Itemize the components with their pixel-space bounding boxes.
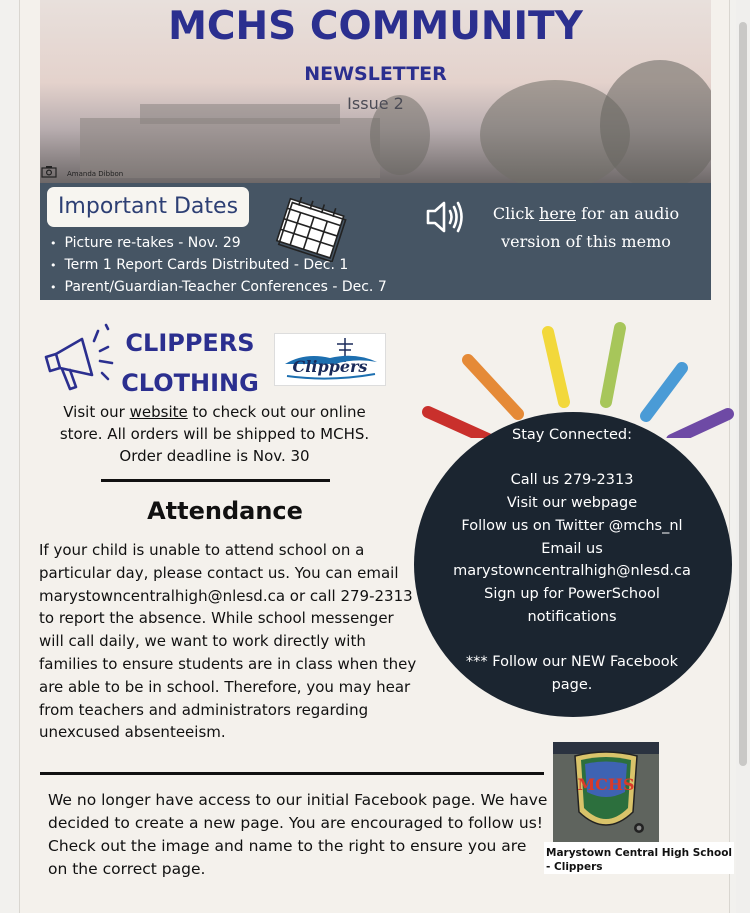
svg-text:Clippers: Clippers [292,357,368,376]
store-website-link[interactable]: website [129,403,188,421]
calendar-icon [270,196,348,266]
list-item: • Parent/Guardian-Teacher Conferences - Dec. 7 [50,276,387,298]
clippers-clothing-title: CLIPPERS CLOTHING [121,329,259,397]
scrollbar-thumb[interactable] [739,22,747,766]
newsletter-subtitle: NEWSLETTER [304,63,447,85]
camera-icon [41,165,57,181]
attendance-heading: Attendance [147,497,303,525]
newsletter-page [19,0,733,913]
stay-connected-text: Stay Connected: Call us 279-2313 Visit our webpage Follow us on Twitter @mchs_nl Email us marystowncentralhigh@nlesd.ca Sign up for PowerSchool notifications *** Follow our NEW Facebook page. [453,427,691,693]
photo-credit: Amanda Dibbon [67,170,124,178]
divider [101,479,330,482]
newsletter-title: MCHS COMMUNITY [168,4,583,49]
clippers-description: Visit our website to check out our online store. All orders will be shipped to MCHS. Order deadline is Nov. 30 [59,403,370,465]
audio-link[interactable]: here [539,204,576,223]
order-deadline: Order deadline is Nov. 30 [119,447,310,465]
school-crest-image [553,742,659,842]
facebook-notice: We no longer have access to our initial Facebook page. We have decided to create a new page. You are encouraged to follow us! Check out the image and name to the right to ensure you are on the correct page. [48,791,548,878]
list-item: • Term 1 Report Cards Distributed - Dec. 1 [50,254,387,276]
clippers-logo [274,333,386,386]
issue-number: Issue 2 [347,94,404,113]
list-item: • Picture re-takes - Nov. 29 [50,232,387,254]
svg-text:MCHS: MCHS [577,775,635,794]
audio-link-text: Click here for an audio version of this memo [492,204,680,251]
scrollbar[interactable] [736,0,750,913]
school-page-caption: Marystown Central High School - Clippers [544,842,734,874]
divider [40,772,544,775]
attendance-body: If your child is unable to attend school on a particular day, please contact us. You can email marystowncentralhigh@nlesd.ca or call 279-2313 to report the absence. While school messenger will call daily, we want to work directly with families to ensure students are in class when they are able to be in school. Therefore, you may hear from teachers and administrators regarding unexcused absenteeism. [39,541,417,742]
important-dates-heading: Important Dates [47,187,249,227]
speaker-icon[interactable] [425,197,467,241]
